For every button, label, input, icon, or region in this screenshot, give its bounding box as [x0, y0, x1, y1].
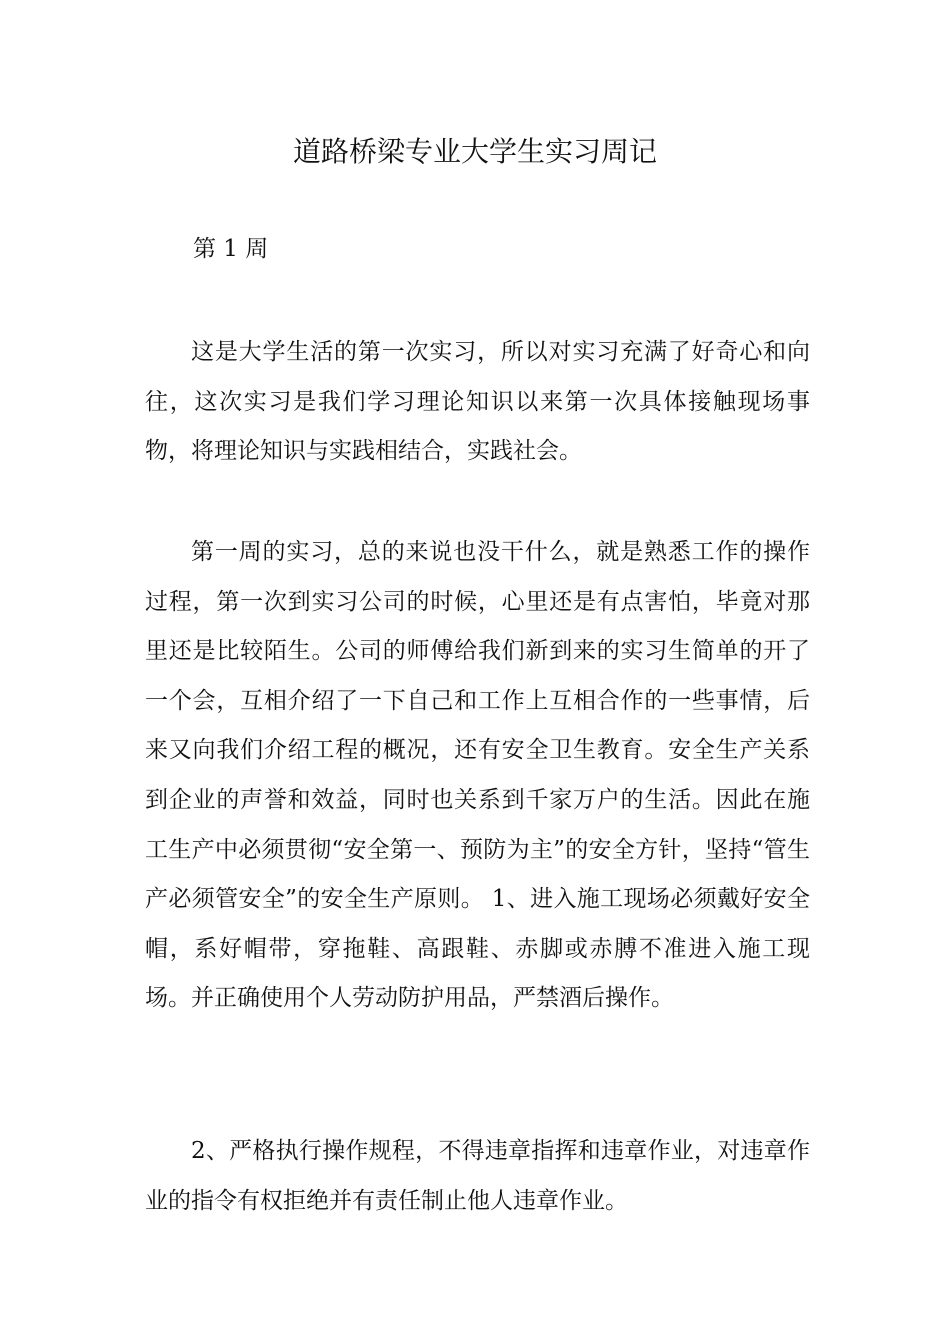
- body-paragraph-1: 这是大学生活的第一次实习，所以对实习充满了好奇心和向往，这次实习是我们学习理论知识以来第一次具体接触现场事物，将理论知识与实践相结合，实践社会。: [145, 339, 810, 465]
- body-paragraph-2: 第一周的实习，总的来说也没干什么，就是熟悉工作的操作过程，第一次到实习公司的时候，心里还是有点害怕，毕竟对那里还是比较陌生。公司的师傅给我们新到来的实习生简单的开了一个会，互相介绍了一下自己和工作上互相合作的一些事情，后来又向我们介绍工程的概况，还有安全卫生教育。安全生产关系到企业的声誉和效益，同时也关系到千家万户的生活。因此在施工生产中必须贯彻“安全第一、预防为主”的安全方针，坚持“管生产必须管安全”的安全生产原则。 1、进入施工现场必须戴好安全帽，系好帽带，穿拖鞋、高跟鞋、赤脚或赤膊不准进入施工现场。并正确使用个人劳动防护用品，严禁酒后操作。: [145, 539, 810, 1012]
- week-heading: 第 1 周: [193, 236, 269, 262]
- document-title: 道路桥梁专业大学生实习周记: [292, 135, 657, 168]
- body-paragraph-3: 2、严格执行操作规程，不得违章指挥和违章作业，对违章作业的指令有权拒绝并有责任制止他人违章作业。: [145, 1138, 810, 1214]
